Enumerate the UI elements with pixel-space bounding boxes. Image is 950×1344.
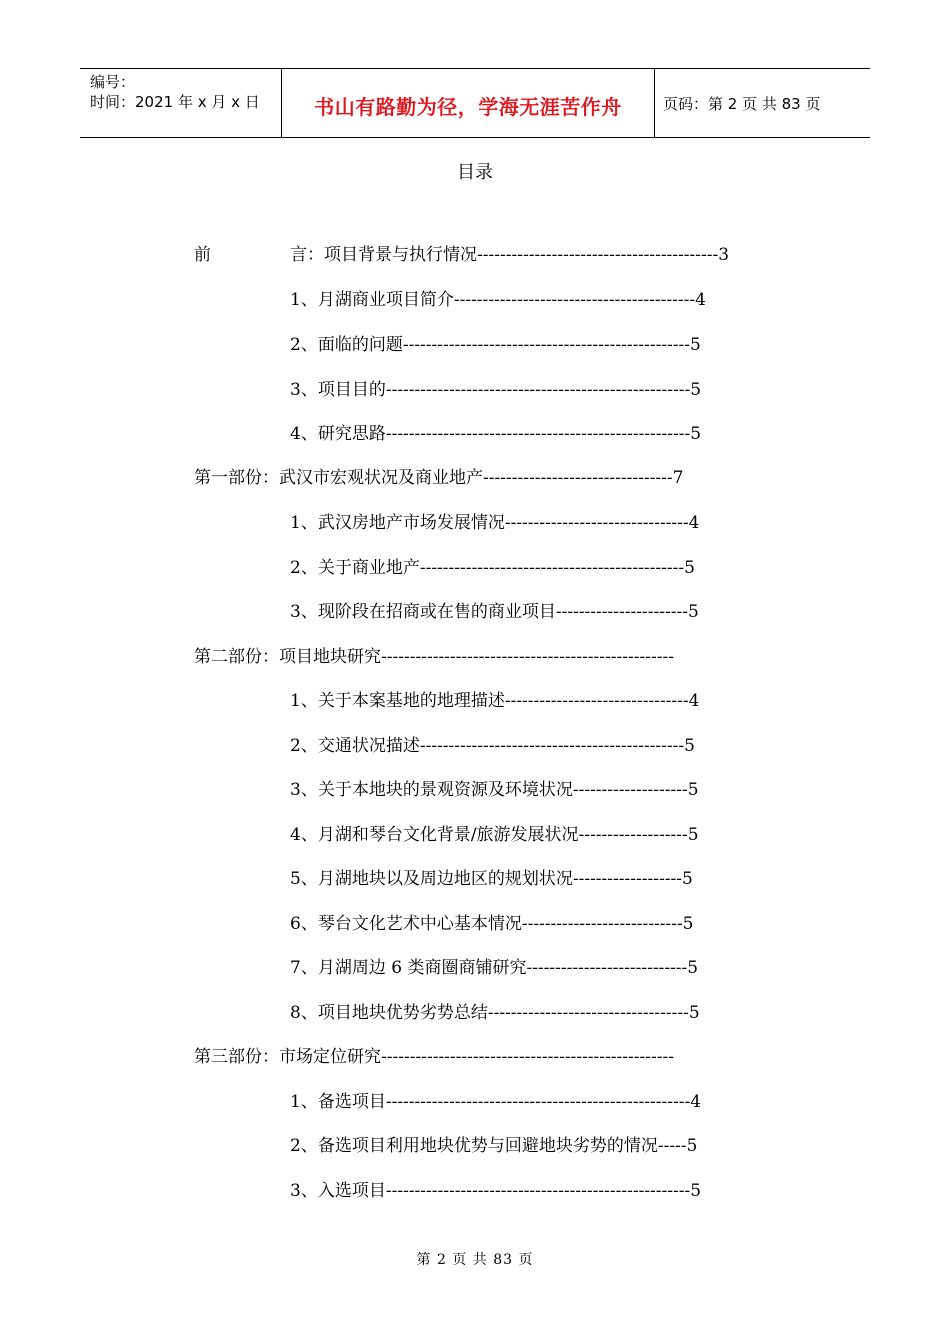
toc-leader-dots: --------------------------------- bbox=[483, 468, 673, 488]
toc-entry[interactable] bbox=[290, 511, 699, 535]
toc-entry-label: 第一部份：武汉市宏观状况及商业地产 bbox=[194, 468, 483, 488]
toc-entry-page: 4 bbox=[688, 513, 700, 533]
toc-entry[interactable] bbox=[290, 734, 695, 758]
toc-leader-dots: ----------------------------------------------------- bbox=[385, 424, 691, 444]
toc-entry-label: 1、月湖商业项目简介 bbox=[290, 290, 454, 310]
toc-entry-page: 4 bbox=[688, 691, 700, 711]
toc-entry-page: 7 bbox=[672, 468, 684, 488]
toc-entry-label: 4、研究思路 bbox=[290, 424, 386, 444]
document-number-label: 编号： bbox=[90, 73, 136, 91]
toc-section-heading[interactable] bbox=[194, 466, 683, 490]
toc-leader-dots: -------------------------------- bbox=[504, 513, 689, 533]
toc-entry-label: 2、面临的问题 bbox=[290, 335, 403, 355]
toc-leader-dots: ----------------------------------------------------- bbox=[385, 1092, 691, 1112]
document-date: 时间：2021 年 x 月 x 日 bbox=[90, 93, 260, 111]
toc-entry-label: 1、关于本案基地的地理描述 bbox=[290, 691, 505, 711]
toc-entry-label: 3、项目目的 bbox=[290, 380, 386, 400]
toc-entry[interactable] bbox=[290, 956, 698, 980]
toc-entry-page: 5 bbox=[682, 914, 694, 934]
toc-leader-dots: ----------------------------------------------------- bbox=[385, 1181, 691, 1201]
toc-entry[interactable] bbox=[290, 778, 699, 802]
preface-prefix: 前 bbox=[194, 245, 211, 265]
toc-entry-label: 第三部份：市场定位研究 bbox=[194, 1047, 381, 1067]
toc-leader-dots: ---------------------------- bbox=[521, 914, 683, 934]
toc-leader-dots: ------------------- bbox=[578, 825, 688, 845]
toc-entry[interactable] bbox=[290, 556, 695, 580]
toc-entry-page: 5 bbox=[690, 1181, 702, 1201]
toc-leader-dots: -------------------------------------------------- bbox=[402, 335, 691, 355]
header-motto-cell bbox=[282, 69, 655, 137]
toc-entry[interactable] bbox=[290, 333, 701, 357]
toc-entry-page: 5 bbox=[681, 869, 693, 889]
toc-entry[interactable] bbox=[290, 1179, 701, 1203]
toc-section-heading[interactable] bbox=[194, 1045, 674, 1069]
toc-leader-dots: ---------------------------- bbox=[526, 958, 688, 978]
toc-entry-page: 5 bbox=[686, 1136, 698, 1156]
toc-entry-page: 5 bbox=[690, 424, 702, 444]
toc-entry[interactable] bbox=[290, 288, 706, 312]
toc-leader-dots: ----------------------- bbox=[555, 602, 688, 622]
toc-entry[interactable] bbox=[290, 600, 699, 624]
toc-entry-page: 5 bbox=[684, 558, 695, 578]
toc-entry[interactable] bbox=[290, 867, 693, 891]
toc-entry-label: 3、关于本地块的景观资源及环境状况 bbox=[290, 780, 573, 800]
header-info-cell bbox=[80, 69, 282, 137]
toc-entry-label: 4、月湖和琴台文化背景/旅游发展状况 bbox=[290, 825, 579, 845]
toc-leader-dots: ----- bbox=[657, 1136, 687, 1156]
toc-entry-label: 2、关于商业地产 bbox=[290, 558, 420, 578]
toc-entry-label: 3、现阶段在招商或在售的商业项目 bbox=[290, 602, 556, 622]
document-header bbox=[80, 68, 870, 138]
toc-entry-page: 5 bbox=[687, 602, 699, 622]
toc-entry-preface[interactable] bbox=[290, 243, 729, 267]
toc-entry-label: 言：项目背景与执行情况 bbox=[290, 245, 477, 265]
toc-entry-page: 4 bbox=[690, 1092, 702, 1112]
toc-entry[interactable] bbox=[290, 422, 701, 446]
toc-entry-label: 2、交通状况描述 bbox=[290, 736, 420, 756]
toc-leader-dots: --------------------------------------------------- bbox=[381, 647, 674, 667]
toc-entry-label: 2、备选项目利用地块优势与回避地块劣势的情况 bbox=[290, 1136, 658, 1156]
toc-entry-page: 5 bbox=[690, 380, 702, 400]
toc-entry[interactable] bbox=[290, 823, 699, 847]
toc-entry[interactable] bbox=[290, 912, 694, 936]
toc-leader-dots: --------------------------------------------------- bbox=[381, 1047, 674, 1067]
toc-section-heading[interactable] bbox=[194, 645, 674, 669]
toc-entry-page: 4 bbox=[695, 290, 706, 310]
toc-entry-page: 5 bbox=[687, 958, 699, 978]
toc-entry-label: 6、琴台文化艺术中心基本情况 bbox=[290, 914, 522, 934]
toc-entry[interactable] bbox=[290, 1001, 700, 1025]
toc-entry-page: 5 bbox=[684, 736, 695, 756]
page-code: 页码：第 2 页 共 83 页 bbox=[663, 95, 821, 113]
toc-entry-page: 5 bbox=[687, 825, 699, 845]
toc-entry-label: 5、月湖地块以及周边地区的规划状况 bbox=[290, 869, 573, 889]
toc-entry-label: 1、武汉房地产市场发展情况 bbox=[290, 513, 505, 533]
toc-entry-page: 5 bbox=[688, 1003, 700, 1023]
toc-leader-dots: ----------------------------------------------------- bbox=[385, 380, 691, 400]
toc-entry-label: 第二部份：项目地块研究 bbox=[194, 647, 381, 667]
toc-leader-dots: -------------------- bbox=[572, 780, 688, 800]
toc-entry-page: 5 bbox=[687, 780, 699, 800]
toc-leader-dots: ------------------- bbox=[572, 869, 682, 889]
toc-leader-dots: ------------------------------------------ bbox=[477, 245, 719, 265]
toc-leader-dots: ----------------------------------- bbox=[487, 1003, 689, 1023]
toc-title: 目录 bbox=[457, 162, 493, 183]
toc-leader-dots: ---------------------------------------------- bbox=[419, 558, 685, 578]
toc-entry[interactable] bbox=[290, 1090, 701, 1114]
page-footer: 第 2 页 共 83 页 bbox=[416, 1252, 534, 1268]
toc-entry[interactable] bbox=[290, 1134, 697, 1158]
toc-entry-label: 3、入选项目 bbox=[290, 1181, 386, 1201]
motto-text: 书山有路勤为径，学海无涯苦作舟 bbox=[314, 95, 622, 119]
toc-entry[interactable] bbox=[290, 689, 699, 713]
toc-entry-page: 5 bbox=[690, 335, 701, 355]
toc-entry-label: 1、备选项目 bbox=[290, 1092, 386, 1112]
toc-leader-dots: ---------------------------------------------- bbox=[419, 736, 685, 756]
toc-entry-page: 3 bbox=[718, 245, 730, 265]
toc-entry-label: 8、项目地块优势劣势总结 bbox=[290, 1003, 488, 1023]
header-page-cell bbox=[655, 69, 870, 137]
toc-leader-dots: -------------------------------- bbox=[504, 691, 689, 711]
toc-leader-dots: ------------------------------------------ bbox=[453, 290, 696, 310]
toc-entry-label: 7、月湖周边 6 类商圈商铺研究 bbox=[290, 958, 527, 978]
toc-entry[interactable] bbox=[290, 378, 701, 402]
